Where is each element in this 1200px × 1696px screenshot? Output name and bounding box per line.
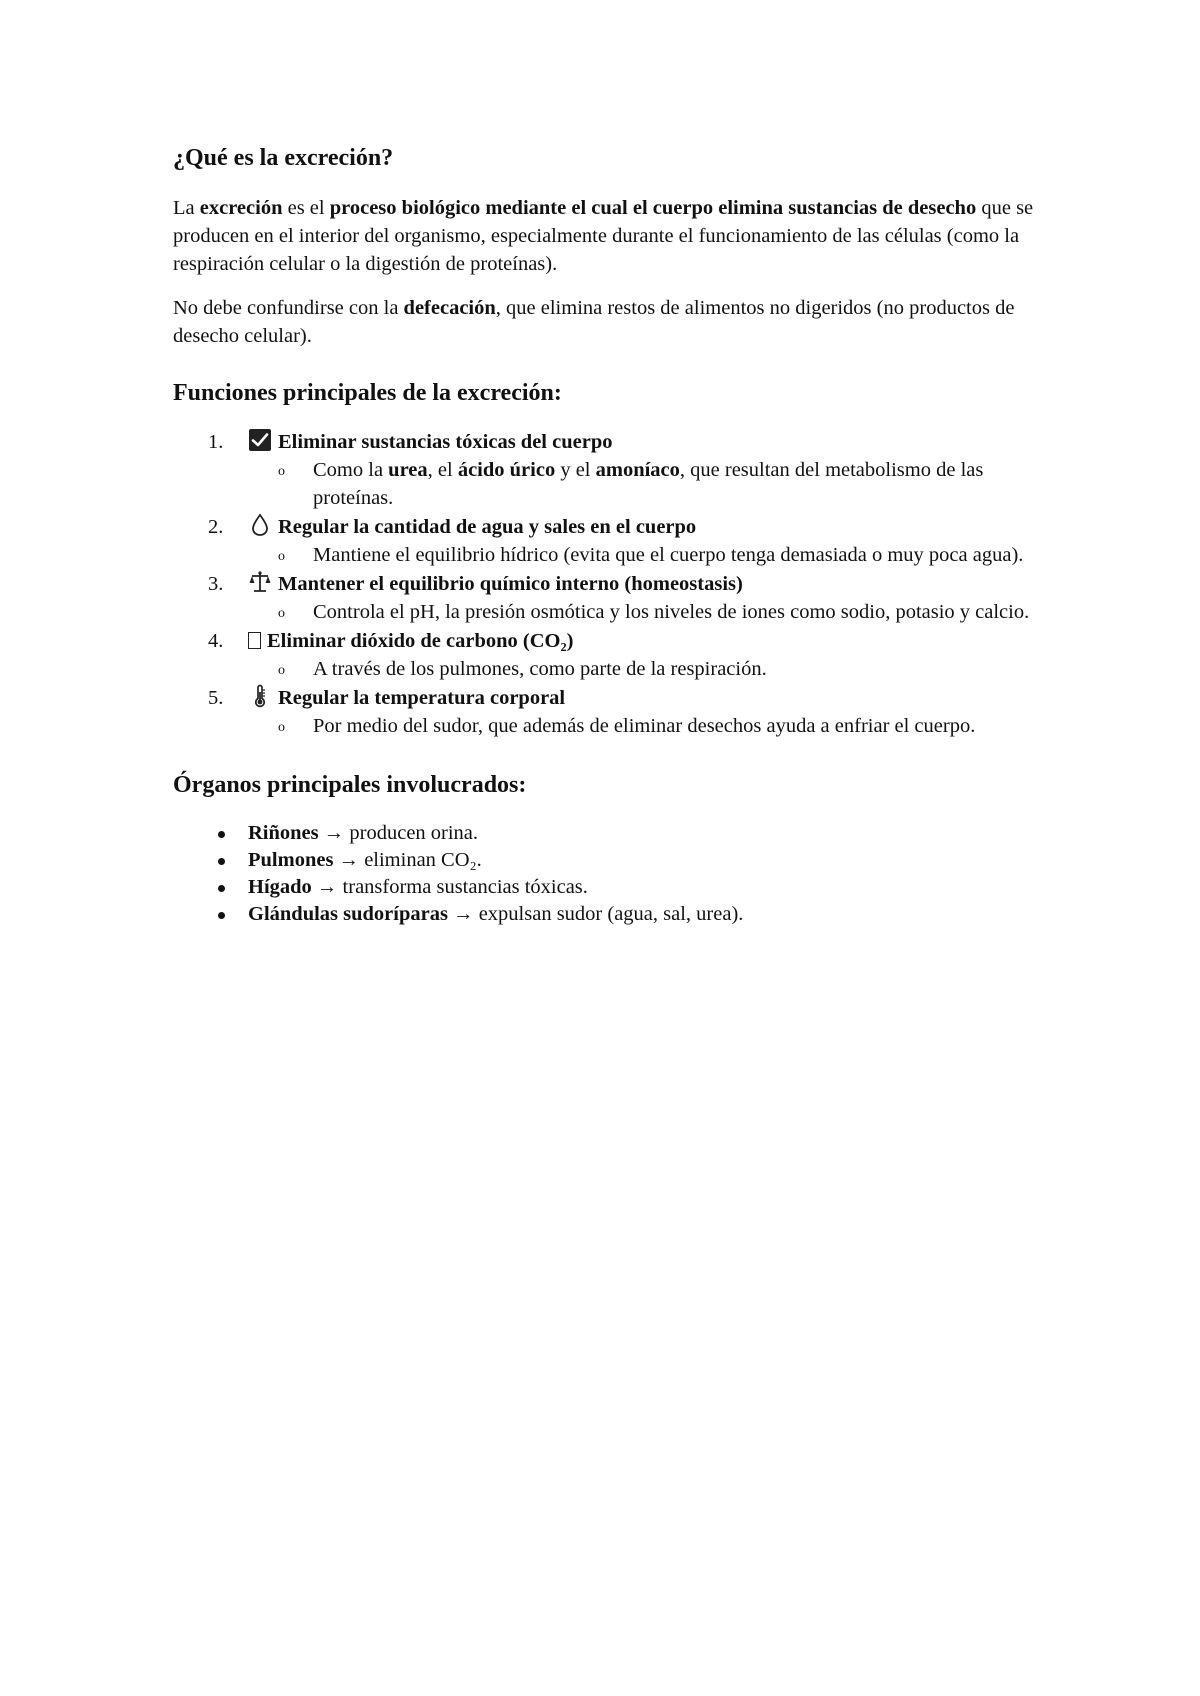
arrow-glyph: → <box>311 876 343 898</box>
sub-bullet: o <box>278 663 285 678</box>
intro-paragraph-1 <box>173 194 1053 278</box>
organs-heading: Órganos principales involucrados: <box>173 772 527 798</box>
text-run: No debe confundirse con la <box>173 297 404 319</box>
item-number: 2. <box>208 516 224 538</box>
detail-text: Por medio del sudor, que además de eliminar desechos ayuda a enfriar el cuerpo. <box>313 715 976 737</box>
list-item <box>173 820 1053 847</box>
item-number: 5. <box>208 687 224 709</box>
list-item <box>173 874 1053 901</box>
text-run: que se producen en el interior del organismo, especialmente durante el funcionamiento de las células (como la respiración celular o la digestión de proteínas). <box>173 197 1034 275</box>
function-item <box>173 627 1053 683</box>
bullet-dot <box>218 831 225 838</box>
item-number: 4. <box>208 630 224 652</box>
term-defecacion: defecación <box>403 297 496 319</box>
detail-text: Controla el pH, la presión osmótica y los niveles de iones como sodio, potasio y calcio. <box>313 601 1030 623</box>
functions-heading: Funciones principales de la excreción: <box>173 380 562 406</box>
bullet-dot <box>218 885 225 892</box>
sub-bullet: o <box>278 720 285 735</box>
detail-text: Mantiene el equilibrio hídrico (evita que el cuerpo tenga demasiada o muy poca agua). <box>313 544 1024 566</box>
balance-scale-icon <box>248 570 272 594</box>
sub-bullet: o <box>278 606 285 621</box>
item-title: Regular la temperatura corporal <box>278 687 566 709</box>
text-run: , que elimina restos de alimentos no digeridos (no productos de desecho celular). <box>173 297 1015 347</box>
item-title: Eliminar dióxido de carbono (CO₂) <box>267 630 574 652</box>
list-item <box>173 847 1053 874</box>
functions-list <box>173 428 1053 740</box>
function-item <box>173 684 1053 740</box>
term-amoniaco: amoníaco <box>595 459 680 481</box>
text-run: es el <box>282 197 330 219</box>
detail-text: A través de los pulmones, como parte de la respiración. <box>313 658 767 680</box>
organ-name: Hígado <box>248 876 312 898</box>
organ-name: Pulmones <box>248 849 334 871</box>
item-detail <box>243 712 1053 740</box>
organ-name: Riñones <box>248 822 319 844</box>
organs-list <box>173 820 1053 928</box>
item-detail <box>243 598 1053 626</box>
organ-desc: eliminan CO₂. <box>364 849 482 871</box>
item-title: Mantener el equilibrio químico interno (homeostasis) <box>278 573 743 595</box>
term-excrecion: excreción <box>199 197 283 219</box>
missing-glyph-box-icon <box>248 632 261 649</box>
organ-desc: expulsan sudor (agua, sal, urea). <box>478 903 744 925</box>
document-page <box>173 140 1053 928</box>
definition-bold: proceso biológico mediante el cual el cuerpo elimina sustancias de desecho <box>329 197 977 219</box>
item-number: 1. <box>208 431 224 453</box>
arrow-glyph: → <box>333 849 365 871</box>
arrow-glyph: → <box>318 822 350 844</box>
arrow-glyph: → <box>447 903 479 925</box>
page-title: ¿Qué es la excreción? <box>173 145 394 171</box>
sub-bullet: o <box>278 549 285 564</box>
intro-paragraph-2 <box>173 294 1053 350</box>
list-item <box>173 901 1053 928</box>
item-title: Regular la cantidad de agua y sales en el cuerpo <box>278 516 697 538</box>
item-detail <box>243 456 1053 512</box>
text-run: y el <box>555 459 596 481</box>
text-run: , el <box>427 459 458 481</box>
function-item <box>173 428 1053 512</box>
droplet-icon <box>248 513 272 537</box>
organ-desc: producen orina. <box>349 822 479 844</box>
text-run: La <box>173 197 200 219</box>
organ-name: Glándulas sudoríparas <box>248 903 448 925</box>
term-acido-urico: ácido úrico <box>457 459 556 481</box>
item-number: 3. <box>208 573 224 595</box>
item-title: Eliminar sustancias tóxicas del cuerpo <box>278 431 613 453</box>
text-run: , que resultan del metabolismo de las proteínas. <box>313 459 984 509</box>
thermometer-icon <box>248 684 272 708</box>
function-item <box>173 570 1053 626</box>
item-detail <box>243 541 1053 569</box>
bullet-dot <box>218 858 225 865</box>
text-run: Como la <box>313 459 389 481</box>
item-detail <box>243 655 1053 683</box>
check-box-icon <box>248 428 272 452</box>
organ-desc: transforma sustancias tóxicas. <box>342 876 588 898</box>
term-urea: urea <box>388 459 428 481</box>
sub-bullet: o <box>278 464 285 479</box>
function-item <box>173 513 1053 569</box>
bullet-dot <box>218 912 225 919</box>
